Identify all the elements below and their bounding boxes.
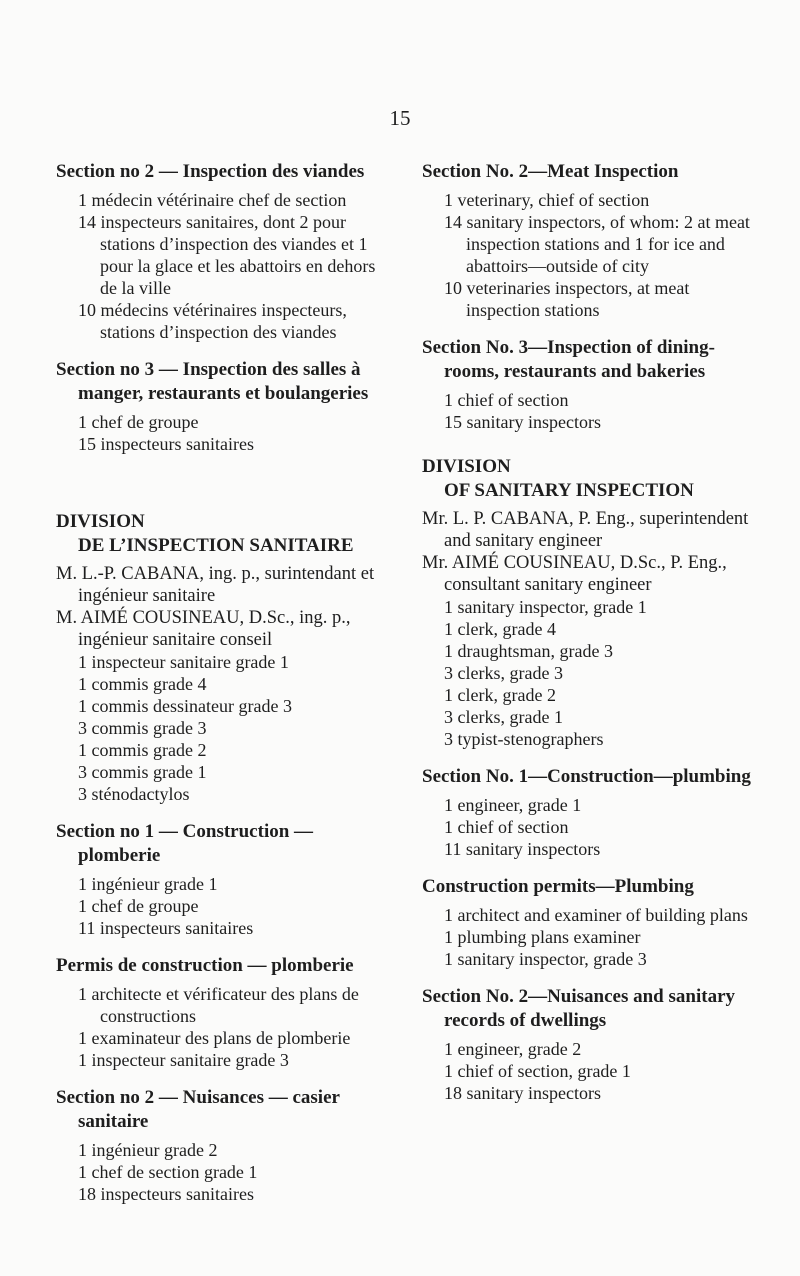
list-item: 1 draughtsman, grade 3 (444, 641, 613, 661)
list-item: 1 inspecteur sanitaire grade 3 (78, 1050, 289, 1070)
staff-person: M. L.-P. CABANA, ing. p., surintendant et ingénieur sanitaire (56, 564, 375, 606)
division-heading (56, 510, 386, 558)
section-construction (56, 820, 386, 939)
section-heading: Section no 3 — Inspection des salles à manger, restaurants et boulangeries (56, 359, 369, 404)
section-heading: Section No. 2—Nuisances and sanitary records of dwellings (422, 986, 735, 1031)
list-item: 14 sanitary inspectors, of whom: 2 at meat inspection stations and 1 for ice and abattoirs—outside of city (444, 212, 750, 276)
list-item: 1 chief of section, grade 1 (444, 1061, 631, 1081)
list-item: 1 architect and examiner of building plans (444, 905, 748, 925)
list-item: 15 sanitary inspectors (444, 412, 601, 432)
section-construction (422, 765, 758, 860)
list-item: 1 chef de groupe (78, 896, 199, 916)
page-number: 15 (389, 106, 411, 130)
list-item: 1 chief of section (444, 817, 569, 837)
section-heading: Section No. 1—Construction—plumbing (422, 766, 751, 787)
list-item: 1 ingénieur grade 1 (78, 874, 218, 894)
list-item: 1 architecte et vérificateur des plans de constructions (78, 984, 359, 1026)
division-sanitary-inspection (56, 510, 386, 805)
column-english (422, 160, 758, 1119)
list-item: 10 médecins vétérinaires inspecteurs, stations d’inspection des viandes (78, 300, 347, 342)
list-item: 11 inspecteurs sanitaires (78, 918, 254, 938)
section-heading: Section No. 2—Meat Inspection (422, 161, 679, 182)
section-heading: Construction permits—Plumbing (422, 876, 694, 897)
list-item: 1 chief of section (444, 390, 569, 410)
list-item: 1 commis dessinateur grade 3 (78, 696, 292, 716)
section-nuisances (422, 985, 758, 1104)
list-item: 1 chef de section grade 1 (78, 1162, 258, 1182)
list-item: 18 sanitary inspectors (444, 1083, 601, 1103)
list-item: 1 plumbing plans examiner (444, 927, 641, 947)
list-item: 3 sténodactylos (78, 784, 190, 804)
section-meat-inspection (56, 160, 386, 343)
division-heading (422, 455, 758, 503)
division-heading-line1: DIVISION (56, 511, 145, 532)
staff-person: Mr. AIMÉ COUSINEAU, D.Sc., P. Eng., consultant sanitary engineer (422, 553, 727, 595)
section-dining-inspection (56, 358, 386, 455)
list-item: 1 commis grade 4 (78, 674, 207, 694)
list-item: 18 inspecteurs sanitaires (78, 1184, 254, 1204)
section-meat-inspection (422, 160, 758, 321)
section-nuisances (56, 1086, 386, 1205)
section-heading: Section no 2 — Nuisances — casier sanitaire (56, 1087, 340, 1132)
list-item: 15 inspecteurs sanitaires (78, 434, 254, 454)
list-item: 1 sanitary inspector, grade 3 (444, 949, 647, 969)
list-item: 1 commis grade 2 (78, 740, 207, 760)
list-item: 1 clerk, grade 4 (444, 619, 556, 639)
list-item: 1 sanitary inspector, grade 1 (444, 597, 647, 617)
division-heading-line2: OF SANITARY INSPECTION (444, 480, 694, 501)
list-item: 3 commis grade 1 (78, 762, 207, 782)
list-item: 14 inspecteurs sanitaires, dont 2 pour stations d’inspection des viandes et 1 pour la glace et les abattoirs en dehors de la ville (78, 212, 376, 298)
list-item: 1 chef de groupe (78, 412, 199, 432)
list-item: 1 examinateur des plans de plomberie (78, 1028, 351, 1048)
list-item: 3 commis grade 3 (78, 718, 207, 738)
list-item: 1 médecin vétérinaire chef de section (78, 190, 347, 210)
section-heading: Section no 2 — Inspection des viandes (56, 161, 365, 182)
division-sanitary-inspection (422, 455, 758, 750)
section-heading: Section no 1 — Construction — plomberie (56, 821, 314, 866)
section-permits (56, 954, 386, 1071)
section-heading: Section No. 3—Inspection of dining-rooms, restaurants and bakeries (422, 337, 715, 382)
division-heading-line2: DE L’INSPECTION SANITAIRE (78, 535, 354, 556)
list-item: 1 clerk, grade 2 (444, 685, 556, 705)
list-item: 1 engineer, grade 2 (444, 1039, 582, 1059)
list-item: 1 engineer, grade 1 (444, 795, 582, 815)
list-item: 3 clerks, grade 3 (444, 663, 563, 683)
list-item: 10 veterinaries inspectors, at meat inspection stations (444, 278, 690, 320)
column-french (56, 160, 386, 1220)
staff-person: Mr. L. P. CABANA, P. Eng., superintendent and sanitary engineer (422, 509, 749, 551)
staff-person: M. AIMÉ COUSINEAU, D.Sc., ing. p., ingénieur sanitaire conseil (56, 608, 351, 650)
list-item: 1 inspecteur sanitaire grade 1 (78, 652, 289, 672)
list-item: 1 ingénieur grade 2 (78, 1140, 218, 1160)
list-item: 11 sanitary inspectors (444, 839, 601, 859)
division-heading-line1: DIVISION (422, 456, 511, 477)
section-dining-inspection (422, 336, 758, 433)
list-item: 1 veterinary, chief of section (444, 190, 650, 210)
list-item: 3 typist-stenographers (444, 729, 604, 749)
section-permits (422, 875, 758, 970)
section-heading: Permis de construction — plomberie (56, 955, 354, 976)
list-item: 3 clerks, grade 1 (444, 707, 563, 727)
